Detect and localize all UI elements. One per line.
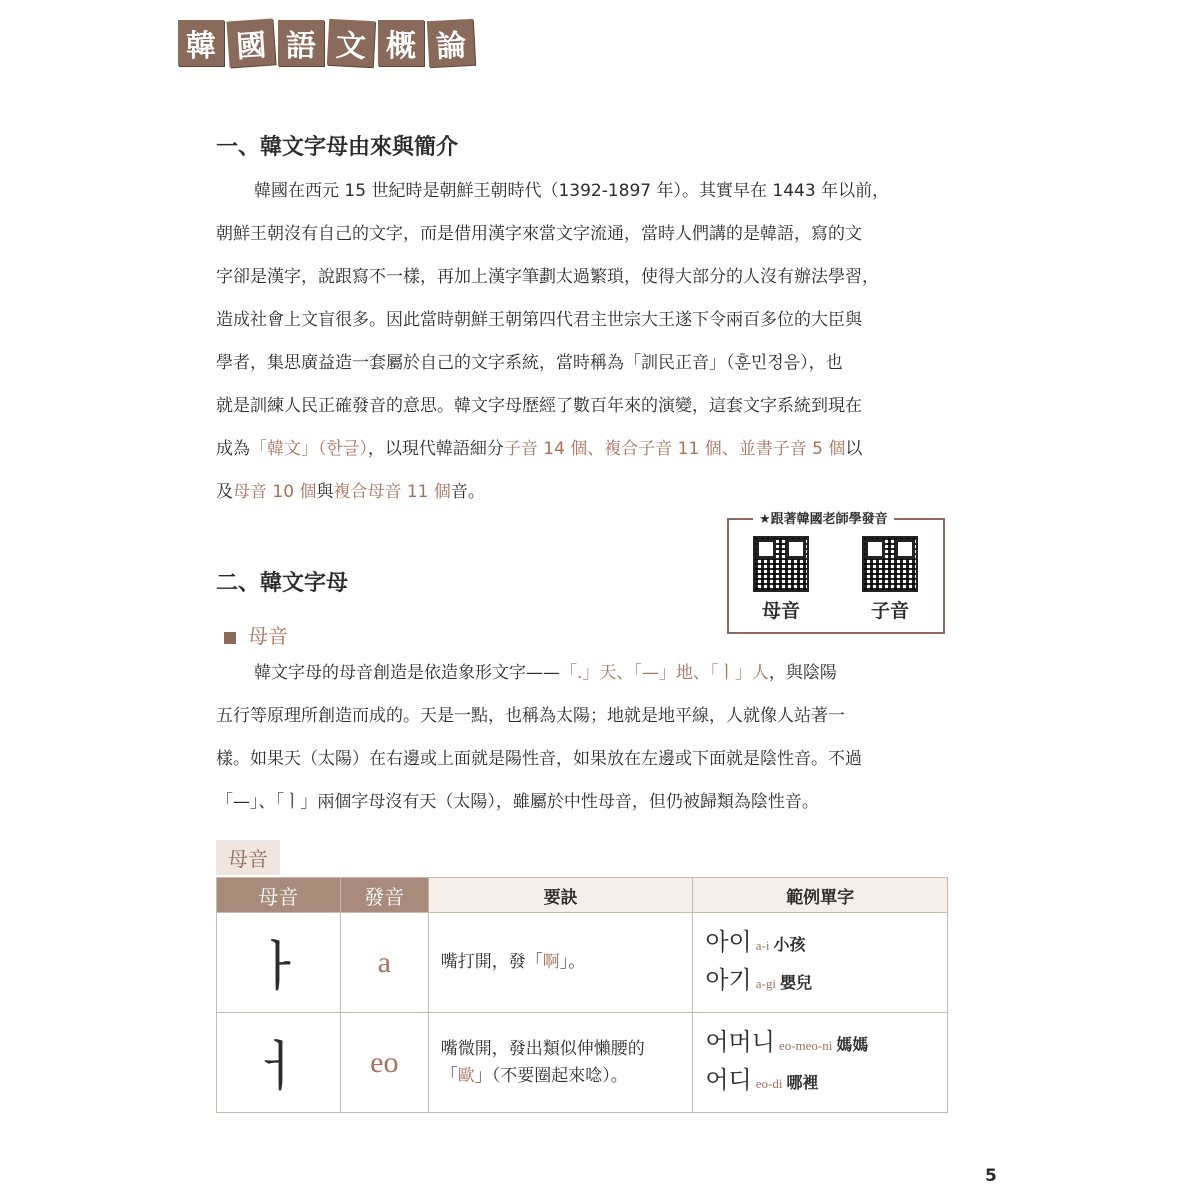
example-words	[693, 913, 948, 1013]
korean-word: 어디	[705, 1065, 752, 1094]
qr-caption: ★跟著韓國老師學發音	[753, 508, 894, 527]
square-bullet-icon	[224, 632, 236, 644]
text-span: 成為	[216, 439, 250, 459]
table-row	[217, 1013, 948, 1113]
vowel-letter: ㅏ	[217, 913, 341, 1013]
text-span: 」（不要圈起來唸）。	[474, 1065, 628, 1086]
text-span: 及	[216, 482, 233, 502]
highlight-text: 啊	[542, 952, 560, 972]
paragraph-line: 學者，集思廣益造一套屬於自己的文字系統，當時稱為「訓民正音」（훈민정음），也	[216, 353, 843, 373]
text-span: 」。	[559, 952, 586, 972]
highlight-text: 子音 14 個、複合子音 11 個、並書子音 5 個	[503, 439, 846, 459]
paragraph-line: 朝鮮王朝沒有自己的文字，而是借用漢字來當文字流通，當時人們講的是韓語，寫的文	[216, 224, 862, 244]
example-word	[705, 963, 946, 1001]
qr-item-vowel[interactable]	[751, 536, 811, 623]
text-span: 韓文字母的母音創造是依造象形文字——	[254, 663, 560, 683]
qr-code-panel	[727, 512, 945, 634]
example-word	[705, 1063, 946, 1101]
table-row	[217, 913, 948, 1013]
book-title	[178, 20, 474, 66]
highlight-text: 母音 10 個	[233, 482, 317, 502]
title-char: 韓	[178, 20, 224, 66]
example-word	[705, 1025, 946, 1063]
paragraph-line: 字卻是漢字，說跟寫不一樣，再加上漢字筆劃太過繁瑣，使得大部分的人沒有辦法學習，	[216, 267, 879, 287]
text-span: 音。	[450, 482, 485, 502]
text-span: 以	[845, 439, 863, 459]
column-header: 發音	[340, 878, 428, 913]
pronunciation: eo	[340, 1013, 428, 1113]
korean-word: 아기	[705, 965, 752, 994]
text-span: ，與陰陽	[768, 663, 837, 683]
example-word	[705, 925, 946, 963]
title-char: 語	[278, 20, 324, 66]
translation: 哪裡	[786, 1072, 819, 1092]
vowel-letter: ㅓ	[217, 1013, 341, 1113]
page-number: 5	[985, 1166, 997, 1186]
romanization: a-i	[755, 937, 770, 953]
highlight-text: 歐	[457, 1065, 475, 1086]
qr-code-icon[interactable]	[753, 536, 809, 592]
romanization: eo-meo-ni	[778, 1037, 833, 1053]
romanization: a-gi	[755, 975, 776, 991]
text-span: ，以現代韓語細分	[367, 439, 504, 459]
pronunciation-tip	[428, 1013, 693, 1113]
vowel-subheading	[224, 620, 288, 649]
qr-item-consonant[interactable]	[860, 536, 920, 623]
paragraph-line	[216, 428, 948, 471]
korean-word: 어머니	[705, 1027, 775, 1056]
translation: 小孩	[773, 934, 806, 954]
example-words	[693, 1013, 948, 1113]
highlight-text: 「韓文」（한글）	[250, 439, 368, 459]
column-header: 母音	[217, 878, 341, 913]
highlight-text: 複合母音 11 個	[333, 482, 451, 502]
column-header: 範例單字	[693, 878, 948, 913]
highlight-text: 「.」天、「—」地、「ㅣ」人	[560, 663, 769, 683]
paragraph-line: 五行等原理所創造而成的。天是一點，也稱為太陽；地就是地平線，人就像人站著一	[216, 706, 845, 726]
translation: 嬰兒	[779, 972, 812, 992]
tip-line: 嘴微開，發出類似伸懶腰的	[440, 1038, 645, 1059]
text-span: 與	[316, 482, 334, 502]
table-header-row	[217, 878, 948, 913]
table-tag: 母音	[216, 840, 280, 875]
paragraph-line: 造成社會上文盲很多。因此當時朝鮮王朝第四代君主世宗大王遂下令兩百多位的大臣與	[216, 310, 862, 330]
tip-line	[441, 1063, 692, 1090]
qr-label: 子音	[870, 600, 909, 622]
title-char: 國	[226, 18, 275, 67]
pronunciation-tip	[428, 913, 693, 1013]
section1-heading: 一、韓文字母由來與簡介	[216, 135, 459, 160]
vowel-table	[216, 877, 948, 1113]
paragraph-line: 「—」、「ㅣ」兩個字母沒有天（太陽），雖屬於中性母音，但仍被歸類為陰性音。	[216, 792, 819, 812]
paragraph-line: 韓國在西元 15 世紀時是朝鮮王朝時代（1392-1897 年）。其實早在 1443 年以前，	[254, 181, 890, 201]
column-header: 要訣	[428, 878, 693, 913]
title-char: 概	[378, 20, 424, 66]
qr-label: 母音	[761, 600, 800, 622]
paragraph-line: 樣。如果天（太陽）在右邊或上面就是陽性音，如果放在左邊或下面就是陰性音。不過	[216, 749, 862, 769]
qr-code-icon[interactable]	[862, 536, 918, 592]
paragraph-line	[216, 652, 948, 695]
korean-word: 아이	[705, 927, 752, 956]
section1-paragraph	[216, 170, 948, 514]
section2-heading: 二、韓文字母	[216, 571, 349, 596]
romanization: eo-di	[755, 1075, 783, 1091]
section2-paragraph	[216, 652, 948, 824]
subheading-text: 母音	[248, 624, 288, 648]
pronunciation: a	[340, 913, 428, 1013]
text-span: 「	[440, 1065, 458, 1086]
text-span: 嘴打開，發「	[440, 952, 543, 972]
title-char: 文	[327, 19, 375, 67]
paragraph-line: 就是訓練人民正確發音的意思。韓文字母歷經了數百年來的演變，這套文字系統到現在	[216, 396, 862, 416]
title-char: 論	[427, 19, 475, 67]
translation: 媽媽	[836, 1034, 869, 1054]
